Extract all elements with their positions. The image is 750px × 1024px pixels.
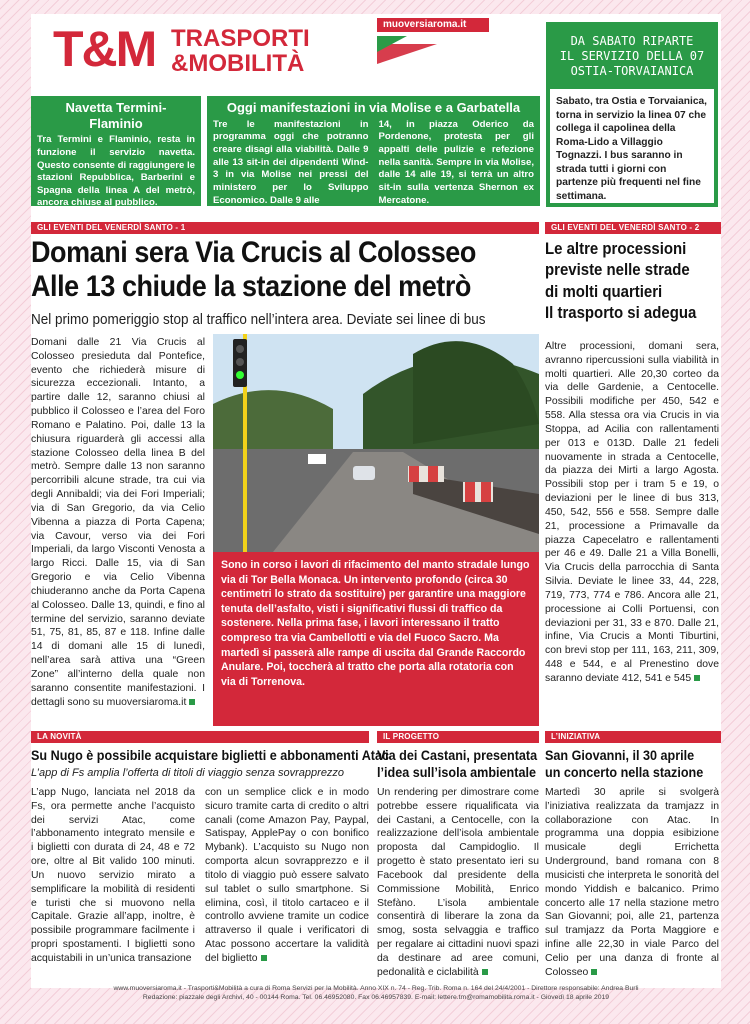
top-right-heading: [550, 26, 714, 89]
castani-section-bar: IL PROGETTO: [377, 731, 539, 743]
nugo-section-bar: LA NOVITÀ: [31, 731, 369, 743]
concerto-headline-line: un concerto nella stazione: [545, 764, 704, 781]
nugo-col2: [205, 786, 369, 980]
side-section-bar: GLI EVENTI DEL VENERDÌ SANTO - 2: [545, 222, 721, 234]
flag-green-icon: [377, 36, 407, 52]
top-right-box: [546, 22, 718, 207]
main-section-bar: GLI EVENTI DEL VENERDÌ SANTO - 1: [31, 222, 539, 234]
end-mark-icon: [189, 699, 195, 705]
side-headline-line: previste nelle strade: [545, 260, 690, 280]
side-headline: [545, 238, 721, 323]
side-body: [545, 340, 719, 726]
url-badge[interactable]: muoversiaroma.it: [377, 18, 489, 32]
masthead-title: [171, 26, 310, 76]
manifestazioni-box: [207, 96, 540, 206]
concerto-headline-line: San Giovanni, il 30 aprile: [545, 747, 695, 763]
end-mark-icon: [591, 969, 597, 975]
end-mark-icon: [482, 969, 488, 975]
manifestazioni-title: Oggi manifestazioni in via Molise e a Garbatella: [226, 100, 521, 115]
top-right-heading-line: OSTIA-TORVAIANICA: [570, 64, 694, 78]
street-photo-illustration: [213, 334, 539, 552]
logo: T&M: [53, 21, 156, 77]
castani-headline-line: l’idea sull’isola ambientale: [377, 764, 536, 781]
side-headline-line: di molti quartieri: [545, 281, 663, 301]
footer: [31, 984, 721, 1002]
side-body-text: Altre processioni, domani sera, avranno ripercussioni sulla viabilità in molti quartieri. Alle 20,30 corteo da via delle Gardenie, a Centocelle. Possibili modifiche per 450, 542 e 558. Alla stessa ora via Crucis in via Stoppa, ad Acilia con rallentamenti per 013 e 013D. Dalle 21 fedeli nuovamente in strada a Centocelle, da piazza dei Mirti a largo Agosta. Possibili stop per i tram 5 e 19, o deviazioni per le linee di bus 313, 450, 542, 556 e 558. Sempre dalle 21, processione a Primavalle da piazza Capecelatro e rallentamenti per 46 e 49. Dalle 21 a Villa Bonelli, Via Crucis della parrocchia di Santa Silvia. Deviate le linee 33, 44, 228, 719, 773, 774 e 786. Ancora alle 21, processione ai Colli Portuensi, con deviazioni per 31, 33 e 870. Dalle 21, infine, Via Crucis a Monti Tiburtini, con brevi stop per 111, 163, 211, 309, 448 e 544, e al Prenestino dove saranno deviate 412, 541 e 545: [545, 341, 719, 684]
concerto-body: [545, 786, 719, 980]
navetta-body: Tra Termini e Flaminio, resta in funzione il servizio navetta. Questo consente di raggiungere le stazioni Repubblica, Barberini e Spagna della linea A del metrò, ancora chiuse al pubblico.: [37, 134, 195, 209]
street-photo: [213, 334, 539, 552]
navetta-title: Navetta Termini-Flaminio: [65, 100, 167, 131]
footer-line1: www.muoversiaroma.it - Trasporti&Mobilità a cura di Roma Servizi per la Mobilità. Anno XIX n. 74 - Reg. Trib. Roma n. 164 del 24/4/2001 - Direttore responsabile: Andrea Burli: [113, 985, 639, 992]
castani-headline: [377, 747, 539, 781]
nugo-col2-text: con un semplice click e in modo sicuro tramite carta di credito o altri canali (come Amazon Pay, Paypal, Satispay, ApplePay o con bonifico Mybank). L’acquisto su Nugo non comporta alcun sovrapprezzo e il titolo di viaggio può essere salvato sul tablet o sullo smartphone. Si elimina, così, il titolo cartaceo e il controllo avviene tramite un codice attraverso il quale i verificatori di Atac possono accertare la validità del biglietto: [205, 787, 369, 964]
main-body: [31, 336, 205, 724]
masthead-title-line2: &MOBILITÀ: [171, 50, 305, 78]
main-subhead: Nel primo pomeriggio stop al traffico nell’intera area. Deviate sei linee di bus: [31, 311, 486, 328]
castani-body-text: Un rendering per dimostrare come potrebbe essere riqualificata via dei Castani, a Centocelle, con la realizzazione dell’isola ambientale proposta dal Campidoglio. Il progetto è stato presentato ieri su Facebook dal presidente della Commissione Mobilità, Enrico Stefàno. L’isola ambientale consentirà di liberare la zona da smog, sosta selvaggia e traffico per regalare ai cittadini nuovi spazi da destinare ad aree comuni, pedonalità e ciclabilità: [377, 787, 539, 978]
top-right-body: Sabato, tra Ostia e Torvaianica, torna in servizio la linea 07 che collega il capolinea della Roma-Lido a Villaggio Tognazzi. I bus saranno in strada tutti i giorni con partenze più frequenti nel fine settimana.: [556, 96, 707, 202]
nugo-col1: L’app Nugo, lanciata nel 2018 da Fs, ora permette anche l’acquisto dei servizi Atac, come l’abbonamento integrato mensile e i biglietti con durata di 24, 48 e 72 ore, oltre al Bit valido 100 minuti. Un nuovo servizio mirato a semplificare la mobilità di residenti e turisti che si muovono nella Capitale. Grazie all’app, inoltre, è possibile programmare facilmente i propri spostamenti. I biglietti sono acquistabili in un’unica transazione: [31, 787, 195, 964]
manifestazioni-col1: Tre le manifestazioni in programma oggi che potranno creare disagi alla viabilità. Dalle 9 alle 13 sit-in dei dipendenti Wind-3 in via Molise nei pressi del ministero per lo Sviluppo Economico. Dalle 9 alle: [213, 118, 369, 206]
photo-caption: Sono in corso i lavori di rifacimento del manto stradale lungo via di Tor Bella Monaca. Un intervento profondo (circa 30 centimetri lo strato da sostituire) per garantire una maggiore tenuta dell’asfalto, visti i significativi flussi di traffico da sostenere. Nella prima fase, i lavori interessano il tratto compreso tra via Cambellotti e via del Fuoco Sacro. Ma martedì si passerà alle rampe di uscita dal Grande Raccordo Anulare. Poi, toccherà al tratto che porta alla rotatoria con via di Torrenova.: [213, 552, 539, 726]
manifestazioni-col2: 14, in piazza Oderico da Pordenone, protesta per gli appalti delle pulizie e refezione nella sanità. Sempre in via Molise, dalle 14 alle 19, si terrà un altro sit-in sulla vertenza Shernon ex Mercatone.: [378, 118, 534, 206]
navetta-box: [31, 96, 201, 209]
main-headline-2: Alle 13 chiude la stazione del metrò: [31, 270, 471, 303]
newspaper-page: [31, 14, 721, 1002]
end-mark-icon: [261, 955, 267, 961]
castani-headline-line: Via dei Castani, presentata: [377, 747, 538, 763]
end-mark-icon: [694, 675, 700, 681]
concerto-headline: [545, 747, 721, 781]
side-headline-line: Il trasporto si adegua: [545, 302, 697, 322]
footer-line2: Redazione: piazzale degli Archivi, 40 - 00144 Roma. Tel. 06.46952080. Fax 06.46957839. E-mail: lettere.tm@romamobilita.roma.it - Giovedì 18 aprile 2019: [142, 994, 610, 1002]
castani-body: [377, 786, 539, 980]
top-right-heading-line: IL SERVIZIO DELLA 07: [559, 49, 705, 63]
main-body-text: Domani dalle 21 Via Crucis al Colosseo presieduta dal Pontefice, evento che richiederà misure di sicurezza eccezionali. Intanto, a partire dalle 12, saranno chiusi al pubblico il Colosseo e l’area del Foro Romano e Palatino. Poi, dalle 13 la chiusura riguarderà gli accessi alla stazione Colosseo della linea B del metrò. Sempre dalle 13 non saranno percorribili alcune strade, tra cui via degli Annibaldi; via dei Fori Imperiali; via di San Gregorio, da via Celio Vibenna a piazza di Porta Capena; via Cavour, verso via dei Fori Imperiali, da largo Visconti Venosta a largo Ricci. Dalle 15, via di San Gregorio e via Celio Vibenna chiuderanno anche da Porta Capena al Colosseo. Dalle 13, quindi, e fino al termine del servizio, saranno deviate 51, 75, 81, 85, 87 e 118. Infine dalle 14 di domani alle 15 di lunedì, nell’area sarà attiva una “Green Zone” all’interno della quale non saranno consentite manifestazioni. I dettagli sono su muoversiaroma.it: [31, 337, 205, 708]
concerto-section-bar: L’INIZIATIVA: [545, 731, 721, 743]
masthead-title-line1: TRASPORTI: [171, 25, 310, 52]
nugo-headline: Su Nugo è possibile acquistare biglietti e abbonamenti Atac: [31, 747, 390, 763]
side-headline-line: Le altre processioni: [545, 239, 687, 258]
main-headline-1: Domani sera Via Crucis al Colosseo: [31, 236, 476, 269]
nugo-subhead: L’app di Fs amplia l’offerta di titoli di viaggio senza sovrapprezzo: [31, 767, 345, 779]
concerto-body-text: Martedì 30 aprile si svolgerà l’iniziativa realizzata da tramjazz in collaborazione con Atac. In programma una doppia esibizione musicale degli Errichetta Underground, band romana con 8 musicisti che interpreta le sonorità del mondo Yiddish e balcanico. Primo concerto alle 17 nella stazione metro San Giovanni; poi, alle 21, partenza sul tramjazz da Porta Maggiore e infine alle 22,30 in viale Parco del Celio per una danza di fronte al Colosseo: [545, 787, 719, 978]
top-right-heading-line: DA SABATO RIPARTE: [570, 34, 694, 48]
